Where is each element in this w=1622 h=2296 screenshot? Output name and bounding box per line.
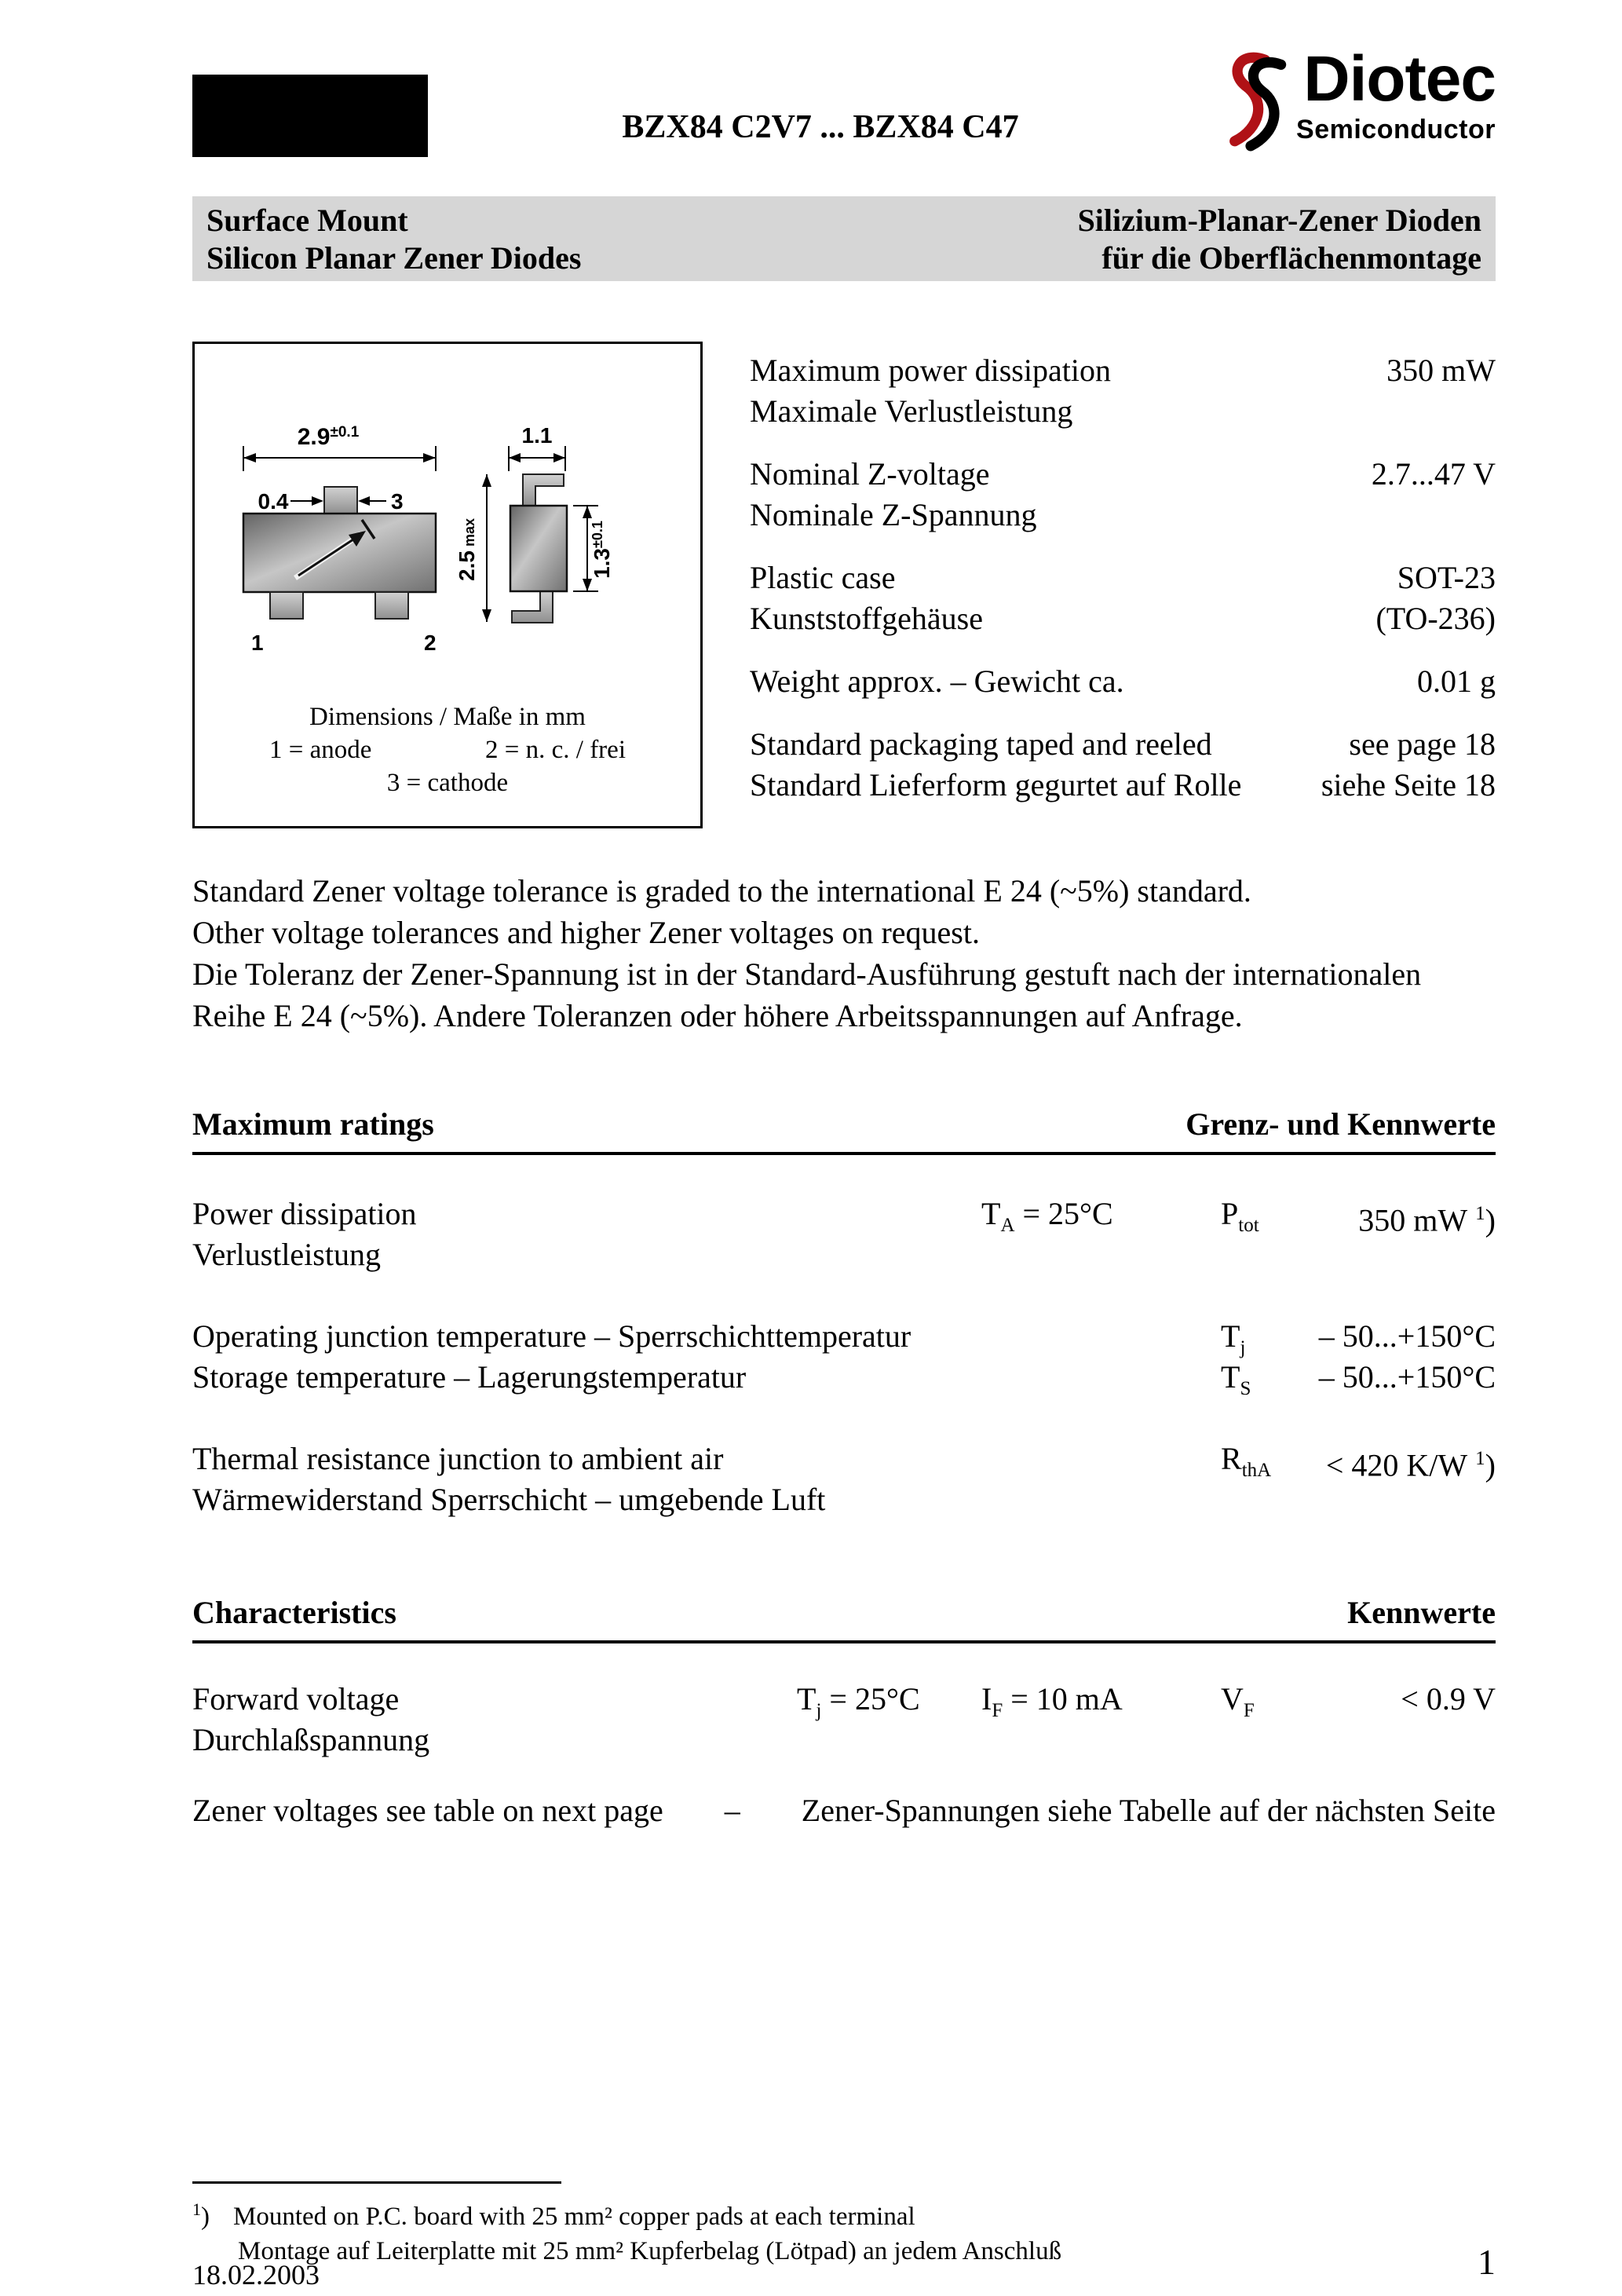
package-drawing: [195, 344, 700, 689]
pin3-lead: [324, 487, 357, 514]
condition-2: $I_F = 10$ mA: [981, 1681, 1123, 1721]
spec-label: Maximum power dissipation: [750, 353, 1111, 388]
tolerance-line1: Standard Zener voltage tolerance is graded to the international E 24 (~5%) standard.: [192, 873, 1251, 909]
row-label-en: Forward voltage: [192, 1681, 400, 1717]
dim-total-height-label: 2.5max: [455, 518, 479, 581]
spec-value: SOT-23: [1397, 560, 1496, 595]
spec-value: 2.7...47 V: [1371, 456, 1496, 492]
figure-caption: Dimensions / Maße in mm: [309, 703, 586, 731]
package-figure-box: [192, 342, 703, 828]
figure-legend-anode: 1 = anode: [269, 736, 372, 764]
spec-value2: (TO-236): [1375, 601, 1496, 636]
pin1-number: 1: [251, 631, 264, 655]
banner-left-line2: Silicon Planar Zener Diodes: [206, 240, 582, 276]
zener-note-de: Zener-Spannungen siehe Tabelle auf der nächsten Seite: [801, 1793, 1496, 1828]
side-top-lead: [523, 474, 564, 506]
spec-label-de: Nominale Z-Spannung: [750, 497, 1037, 532]
spec-row-weight: [750, 661, 1496, 702]
doc-title: BZX84 C2V7 ... BZX84 C47: [622, 109, 1019, 145]
row-label: Operating junction temperature – Sperrschichttemperatur: [192, 1318, 911, 1354]
value: < 420 K/W $^1$): [1325, 1447, 1496, 1483]
tolerance-note: [192, 870, 1519, 1036]
spec-row-packaging: [750, 724, 1496, 806]
page-number: 1: [1478, 2242, 1496, 2282]
pin2-lead: [375, 592, 408, 619]
tolerance-line2: Other voltage tolerances and higher Zener voltages on request.: [192, 915, 980, 950]
row-label-de: Wärmewiderstand Sperrschicht – umgebende Luft: [192, 1482, 826, 1517]
footnote-line2: Montage auf Leiterplatte mit 25 mm² Kupferbelag (Lötpad) an jedem Anschluß: [238, 2237, 1062, 2265]
package-body-top: [243, 514, 436, 592]
pin3-number: 3: [391, 489, 404, 514]
spec-label: Plastic case: [750, 560, 896, 595]
symbol: $T_j$: [1221, 1318, 1246, 1358]
dim-top-lead-label: 1.1: [521, 423, 553, 448]
row-label-de: Verlustleistung: [192, 1237, 381, 1272]
zener-note-en: Zener voltages see table on next page: [192, 1793, 663, 1828]
max-ratings-heading: [192, 1106, 1496, 1155]
tolerance-line3: Die Toleranz der Zener-Spannung ist in der Standard-Ausführung gestuft nach der internationalen: [192, 956, 1422, 992]
spec-value: 350 mW: [1386, 353, 1496, 388]
document-date: 18.02.2003: [192, 2259, 320, 2291]
spec-label-de: Maximale Verlustleistung: [750, 393, 1073, 429]
zener-note-dash: –: [724, 1793, 740, 1828]
figure-legend: [195, 733, 700, 766]
brand-text: [1296, 43, 1496, 145]
spec-value: 0.01 g: [1417, 664, 1496, 699]
spec-row-case: [750, 558, 1496, 639]
figure-legend-nc: 2 = n. c. / frei: [485, 736, 626, 764]
zener-table-note: [192, 1792, 1496, 1829]
value: 350 mW $^1$): [1358, 1202, 1496, 1238]
spec-row-zvoltage: [750, 454, 1496, 536]
figure-legend-cathode: 3 = cathode: [386, 769, 509, 797]
max-ratings-title-de: Grenz- und Kennwerte: [1185, 1106, 1496, 1142]
row-label: Storage temperature – Lagerungstemperatur: [192, 1359, 747, 1395]
title-banner: [192, 196, 1496, 281]
dim-width-label: $2.9^{\pm 0.1}$: [297, 424, 360, 450]
package-body-side: [510, 506, 567, 591]
banner-left: [206, 202, 581, 276]
brand-glyph-icon: [1208, 49, 1290, 152]
dim-body-height-label: $1.3^{\pm 0.1}$: [590, 521, 614, 579]
symbol: $R_{thA}$: [1221, 1441, 1272, 1481]
pin2-number: 2: [424, 631, 437, 655]
value: – 50...+150°C: [1318, 1318, 1496, 1354]
banner-right-line1: Silizium-Planar-Zener Dioden: [1077, 203, 1481, 238]
top-view: [243, 424, 437, 655]
characteristics-title-de: Kennwerte: [1347, 1595, 1496, 1630]
symbol: $V_F$: [1221, 1681, 1255, 1721]
brand-logo: [1208, 43, 1496, 152]
characteristics-title-en: Characteristics: [192, 1595, 396, 1630]
brand-name: Diotec: [1303, 43, 1496, 115]
banner-left-line1: Surface Mount: [206, 203, 408, 238]
max-ratings-section: [192, 1106, 1496, 1545]
dim-lead-width-label: 0.4: [258, 489, 289, 514]
symbol: $P_{tot}$: [1221, 1196, 1259, 1236]
spec-value: see page 18: [1349, 726, 1496, 762]
spec-row-power: [750, 350, 1496, 432]
spec-label: Weight approx. – Gewicht ca.: [750, 664, 1124, 699]
characteristics-heading: [192, 1594, 1496, 1643]
banner-right: [1078, 202, 1481, 276]
spec-label-de: Standard Lieferform gegurtet auf Rolle: [750, 767, 1242, 803]
condition-1: $T_j = 25^\circ C$: [797, 1681, 920, 1721]
characteristics-section: [192, 1594, 1496, 1782]
side-view: [455, 423, 614, 623]
spec-label: Nominal Z-voltage: [750, 456, 990, 492]
spec-label-de: Kunststoffgehäuse: [750, 601, 983, 636]
condition: $T_A = 25^\circ C$: [981, 1196, 1113, 1236]
value: – 50...+150°C: [1318, 1359, 1496, 1395]
banner-right-line2: für die Oberflächenmontage: [1101, 240, 1481, 276]
quick-specs: [750, 350, 1496, 828]
spec-value2: siehe Seite 18: [1321, 767, 1496, 803]
brand-subtitle: Semiconductor: [1296, 114, 1496, 144]
footnote-rule: [192, 2181, 561, 2184]
spec-label: Standard packaging taped and reeled: [750, 726, 1212, 762]
symbol: $T_S$: [1221, 1359, 1251, 1399]
footnote-line1: $^1$) Mounted on P.C. board with 25 mm² copper pads at each terminal: [192, 2199, 915, 2231]
footnote: [192, 2192, 1496, 2269]
tolerance-line4: Reihe E 24 (~5%). Andere Toleranzen oder höhere Arbeitsspannungen auf Anfrage.: [192, 998, 1243, 1033]
top-left-black-box: [192, 75, 428, 157]
max-ratings-title-en: Maximum ratings: [192, 1106, 434, 1142]
pin1-lead: [270, 592, 303, 619]
row-label-de: Durchlaßspannung: [192, 1722, 430, 1757]
side-bottom-lead: [512, 591, 553, 623]
row-label-en: Thermal resistance junction to ambient air: [192, 1441, 724, 1476]
value: < 0.9 V: [1401, 1681, 1496, 1717]
row-label-en: Power dissipation: [192, 1196, 417, 1231]
